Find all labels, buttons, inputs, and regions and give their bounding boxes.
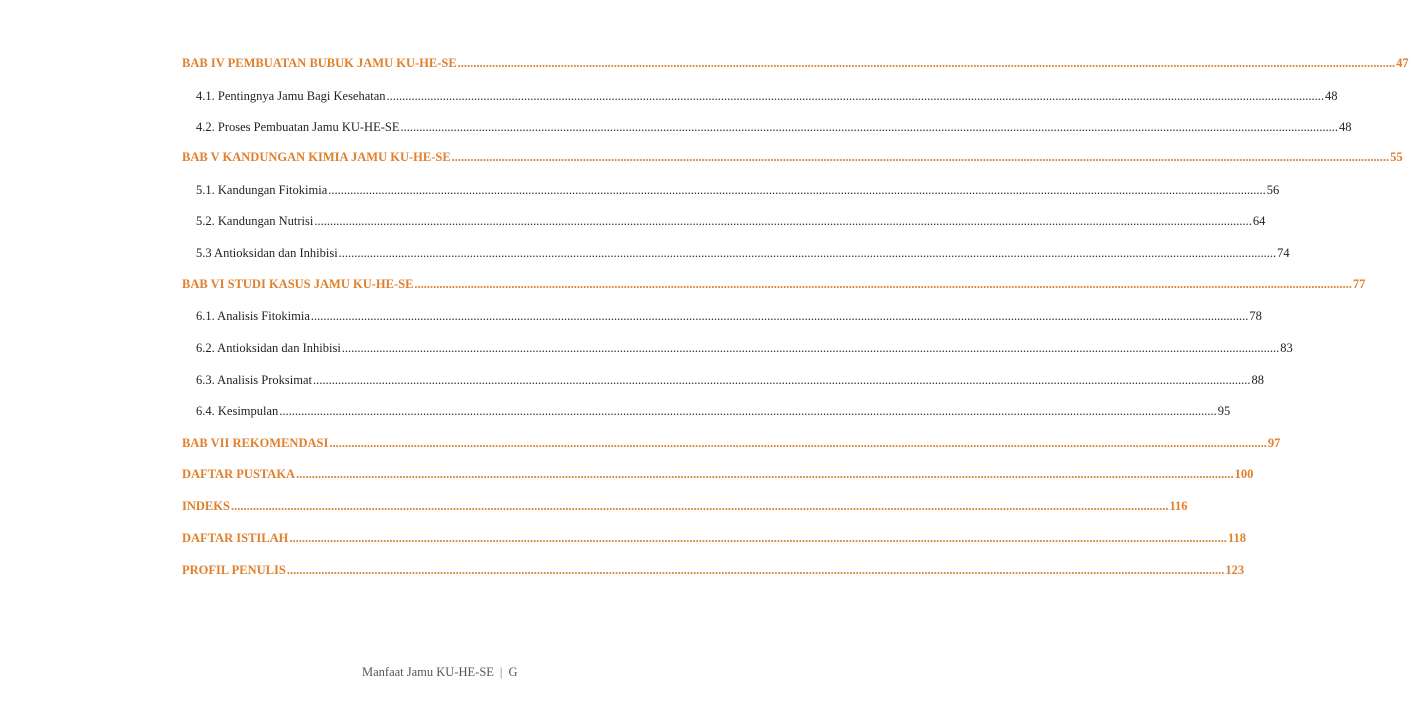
- toc-page-number: 55: [1390, 150, 1403, 164]
- toc-chapter-entry[interactable]: [182, 563, 1245, 583]
- toc-entry-label: DAFTAR ISTILAH: [182, 531, 289, 545]
- toc-page-number: 77: [1352, 277, 1366, 291]
- toc-entry-label: 6.1. Analisis Fitokimia: [196, 309, 310, 323]
- footer-separator: |: [499, 665, 503, 679]
- toc-page-number: 100: [1234, 467, 1254, 481]
- toc-chapter-entry[interactable]: [182, 499, 1188, 519]
- toc-section-entry[interactable]: [196, 373, 1264, 393]
- toc-section-entry[interactable]: [196, 89, 1338, 109]
- toc-section-entry[interactable]: [196, 246, 1290, 266]
- toc-dot-leader: ............................................................................................................................................................................................................................................................................................................: [457, 56, 1396, 70]
- toc-page-number: 47: [1396, 56, 1409, 70]
- footer-book-title: Manfaat Jamu KU-HE-SE: [362, 665, 494, 679]
- toc-chapter-entry[interactable]: [182, 150, 1403, 170]
- toc-page-number: 97: [1267, 436, 1281, 450]
- toc-section-entry[interactable]: [196, 341, 1293, 361]
- toc-page-number: 88: [1251, 373, 1264, 387]
- toc-page-number: 83: [1280, 341, 1293, 355]
- toc-section-entry[interactable]: [196, 309, 1262, 329]
- toc-entry-label: BAB IV PEMBUATAN BUBUK JAMU KU-HE-SE: [182, 56, 457, 70]
- toc-page-number: 78: [1249, 309, 1262, 323]
- footer-page-number: G: [508, 665, 518, 679]
- toc-chapter-entry[interactable]: [182, 467, 1254, 487]
- toc-chapter-entry[interactable]: [182, 277, 1366, 297]
- toc-dot-leader: ............................................................................................................................................................................................................................................................................................................: [310, 309, 1249, 323]
- toc-entry-label: BAB V KANDUNGAN KIMIA JAMU KU-HE-SE: [182, 150, 451, 164]
- toc-chapter-entry[interactable]: [182, 56, 1409, 76]
- toc-dot-leader: ............................................................................................................................................................................................................................................................................................................: [289, 531, 1227, 545]
- toc-dot-leader: ............................................................................................................................................................................................................................................................................................................: [328, 183, 1266, 197]
- toc-dot-leader: ............................................................................................................................................................................................................................................................................................................: [279, 404, 1217, 418]
- toc-dot-leader: ............................................................................................................................................................................................................................................................................................................: [338, 246, 1277, 260]
- toc-section-entry[interactable]: [196, 120, 1352, 140]
- toc-section-entry[interactable]: [196, 214, 1266, 234]
- toc-dot-leader: ............................................................................................................................................................................................................................................................................................................: [230, 499, 1169, 513]
- toc-entry-label: 4.1. Pentingnya Jamu Bagi Kesehatan: [196, 89, 386, 103]
- toc-entry-label: DAFTAR PUSTAKA: [182, 467, 296, 481]
- toc-page-number: 48: [1338, 120, 1352, 134]
- toc-page-number: 95: [1217, 404, 1231, 418]
- toc-dot-leader: ............................................................................................................................................................................................................................................................................................................: [400, 120, 1338, 134]
- toc-entry-label: BAB VII REKOMENDASI: [182, 436, 329, 450]
- toc-dot-leader: ............................................................................................................................................................................................................................................................................................................: [314, 214, 1252, 228]
- toc-section-entry[interactable]: [196, 183, 1280, 203]
- toc-entry-label: 6.4. Kesimpulan: [196, 404, 279, 418]
- toc-page-number: 64: [1252, 214, 1266, 228]
- toc-entry-label: 6.3. Analisis Proksimat: [196, 373, 312, 387]
- toc-page-number: 123: [1225, 563, 1245, 577]
- toc-page-number: 48: [1325, 89, 1338, 103]
- toc-entry-label: INDEKS: [182, 499, 230, 513]
- toc-entry-label: 4.2. Proses Pembuatan Jamu KU-HE-SE: [196, 120, 400, 134]
- toc-chapter-entry[interactable]: [182, 531, 1246, 551]
- toc-entry-label: PROFIL PENULIS: [182, 563, 286, 577]
- toc-entry-label: BAB VI STUDI KASUS JAMU KU-HE-SE: [182, 277, 414, 291]
- toc-dot-leader: ............................................................................................................................................................................................................................................................................................................: [386, 89, 1325, 103]
- toc-dot-leader: ............................................................................................................................................................................................................................................................................................................: [414, 277, 1352, 291]
- toc-page-number: 56: [1266, 183, 1280, 197]
- toc-entry-label: 5.1. Kandungan Fitokimia: [196, 183, 328, 197]
- toc-page-number: 74: [1277, 246, 1290, 260]
- toc-dot-leader: ............................................................................................................................................................................................................................................................................................................: [451, 150, 1390, 164]
- toc-dot-leader: ............................................................................................................................................................................................................................................................................................................: [296, 467, 1234, 481]
- toc-entry-label: 5.3 Antioksidan dan Inhibisi: [196, 246, 338, 260]
- toc-page-number: 118: [1227, 531, 1246, 545]
- page-footer: [362, 665, 517, 680]
- toc-section-entry[interactable]: [196, 404, 1231, 424]
- toc-dot-leader: ............................................................................................................................................................................................................................................................................................................: [341, 341, 1280, 355]
- toc-entry-label: 6.2. Antioksidan dan Inhibisi: [196, 341, 341, 355]
- toc-page-number: 116: [1169, 499, 1188, 513]
- toc-dot-leader: ............................................................................................................................................................................................................................................................................................................: [286, 563, 1225, 577]
- toc-dot-leader: ............................................................................................................................................................................................................................................................................................................: [312, 373, 1251, 387]
- toc-entry-label: 5.2. Kandungan Nutrisi: [196, 214, 314, 228]
- toc-dot-leader: ............................................................................................................................................................................................................................................................................................................: [329, 436, 1267, 450]
- toc-chapter-entry[interactable]: [182, 436, 1281, 456]
